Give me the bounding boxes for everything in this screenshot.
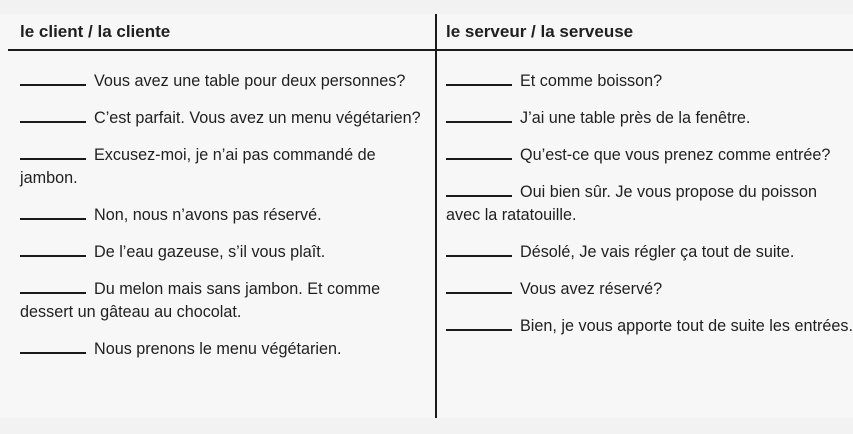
answer-blank[interactable]	[20, 72, 86, 86]
server-phrase-item	[446, 241, 853, 264]
answer-blank[interactable]	[446, 146, 512, 160]
answer-blank[interactable]	[20, 109, 86, 123]
server-phrase-text: Oui bien sûr. Je vous propose du poisson avec la ratatouille.	[446, 183, 817, 224]
client-phrase-item	[20, 338, 432, 361]
answer-blank[interactable]	[446, 72, 512, 86]
answer-blank[interactable]	[20, 243, 86, 257]
server-phrase-item	[446, 107, 853, 130]
client-phrase-text: C’est parfait. Vous avez un menu végétarien?	[94, 109, 421, 127]
client-phrase-text: De l’eau gazeuse, s’il vous plaît.	[94, 243, 326, 261]
server-phrase-item	[446, 278, 853, 301]
server-phrase-text: Vous avez réservé?	[520, 280, 663, 298]
server-phrase-text: Qu’est-ce que vous prenez comme entrée?	[520, 146, 831, 164]
client-phrase-item	[20, 204, 432, 227]
server-phrase-text: Et comme boisson?	[520, 72, 663, 90]
client-phrase-text: Vous avez une table pour deux personnes?	[94, 72, 406, 90]
client-phrase-item	[20, 70, 432, 93]
answer-blank[interactable]	[20, 280, 86, 294]
server-phrase-text: Désolé, Je vais régler ça tout de suite.	[520, 243, 795, 261]
answer-blank[interactable]	[20, 340, 86, 354]
answer-blank[interactable]	[20, 206, 86, 220]
client-phrase-text: Excusez-moi, je n’ai pas commandé de jambon.	[20, 146, 376, 187]
answer-blank[interactable]	[446, 183, 512, 197]
client-phrase-text: Du melon mais sans jambon. Et comme dessert un gâteau au chocolat.	[20, 280, 381, 321]
client-column-header: le client / la cliente	[20, 22, 171, 41]
answer-blank[interactable]	[446, 317, 512, 331]
answer-blank[interactable]	[20, 146, 86, 160]
answer-blank[interactable]	[446, 109, 512, 123]
server-phrase-text: J’ai une table près de la fenêtre.	[520, 109, 751, 127]
client-phrase-text: Nous prenons le menu végétarien.	[94, 340, 342, 358]
server-phrase-item	[446, 70, 853, 93]
server-phrase-item	[446, 181, 853, 227]
column-divider	[435, 14, 437, 418]
answer-blank[interactable]	[446, 243, 512, 257]
server-column-header: le serveur / la serveuse	[446, 22, 634, 41]
client-phrase-item	[20, 144, 432, 190]
server-phrase-text: Bien, je vous apporte tout de suite les entrées.	[520, 317, 853, 335]
server-phrase-list	[446, 70, 853, 338]
client-phrase-list	[20, 70, 432, 361]
answer-blank[interactable]	[446, 280, 512, 294]
client-phrase-item	[20, 278, 432, 324]
matching-worksheet	[0, 14, 853, 418]
server-phrase-item	[446, 315, 853, 338]
server-phrase-item	[446, 144, 853, 167]
client-phrase-item	[20, 241, 432, 264]
header-divider	[8, 49, 853, 51]
client-phrase-item	[20, 107, 432, 130]
client-phrase-text: Non, nous n’avons pas réservé.	[94, 206, 322, 224]
